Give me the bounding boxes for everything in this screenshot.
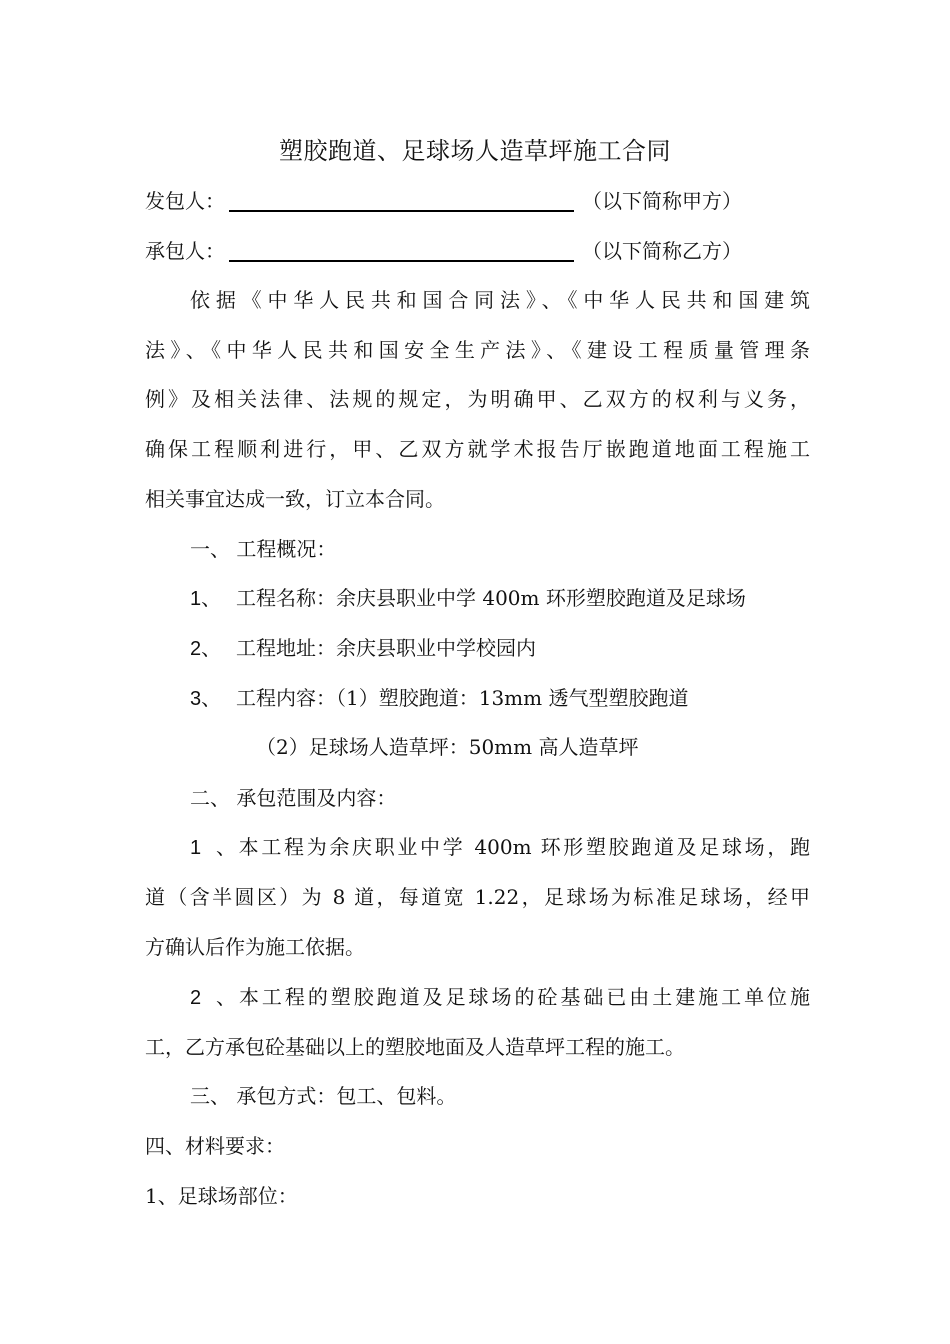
party-b-suffix: （以下简称乙方） bbox=[582, 239, 742, 263]
section-1-item-3-text: 工程内容：（1）塑胶跑道：13mm 透气型塑胶跑道 bbox=[236, 686, 689, 710]
section-4-heading: 四、材料要求： bbox=[145, 1134, 285, 1158]
section-1-item-1-text: 工程名称：余庆县职业中学 400m 环形塑胶跑道及足球场 bbox=[236, 586, 746, 610]
section-2-item-1-line-3: 方确认后作为施工依据。 bbox=[145, 935, 365, 959]
section-2-item-1-line-1 bbox=[190, 832, 810, 863]
section-1-item-3-number: 3、 bbox=[190, 688, 222, 710]
section-1-item-3-sub: （2）足球场人造草坪：50mm 高人造草坪 bbox=[256, 735, 639, 759]
party-a-label: 发包人： bbox=[145, 189, 225, 213]
section-2-item-1-number: 1、 bbox=[190, 837, 236, 859]
section-2-item-1-line-2: 道（含半圆区）为 8 道，每道宽 1.22，足球场为标准足球场，经甲 bbox=[145, 885, 810, 909]
party-b-label: 承包人： bbox=[145, 239, 225, 263]
section-2-item-2-line-1 bbox=[190, 982, 810, 1013]
section-2-heading: 二、 承包范围及内容： bbox=[190, 786, 397, 810]
party-a-line bbox=[145, 186, 810, 216]
party-a-blank-field[interactable] bbox=[229, 188, 574, 212]
party-a-suffix: （以下简称甲方） bbox=[582, 189, 742, 213]
preamble-line-3: 例》及相关法律、法规的规定，为明确甲、乙双方的权利与义务， bbox=[145, 387, 810, 411]
preamble-line-2: 法》、《中华人民共和国安全生产法》、《建设工程质量管理条 bbox=[145, 338, 810, 362]
section-2-item-2-text-1: 本工程的塑胶跑道及足球场的砼基础已由土建施工单位施 bbox=[236, 985, 810, 1009]
section-1-item-2 bbox=[190, 633, 855, 664]
section-3-heading: 三、 承包方式：包工、包料。 bbox=[190, 1084, 457, 1108]
section-2-item-2-number: 2、 bbox=[190, 987, 236, 1009]
preamble-line-1: 依据《中华人民共和国合同法》、《中华人民共和国建筑 bbox=[190, 288, 810, 312]
section-1-item-1-number: 1、 bbox=[190, 588, 222, 610]
party-b-line bbox=[145, 236, 810, 266]
section-1-item-2-text: 工程地址：余庆县职业中学校园内 bbox=[236, 636, 536, 660]
section-2-item-2-line-2: 工，乙方承包砼基础以上的塑胶地面及人造草坪工程的施工。 bbox=[145, 1035, 685, 1059]
section-1-item-1 bbox=[190, 583, 855, 614]
preamble-line-4: 确保工程顺利进行，甲、乙双方就学术报告厅嵌跑道地面工程施工 bbox=[145, 437, 810, 461]
document-title: 塑胶跑道、足球场人造草坪施工合同 bbox=[279, 137, 671, 165]
section-4-item-1: 1、足球场部位： bbox=[145, 1184, 298, 1208]
preamble-line-5: 相关事宜达成一致，订立本合同。 bbox=[145, 487, 445, 511]
section-1-item-2-number: 2、 bbox=[190, 638, 222, 660]
party-b-blank-field[interactable] bbox=[229, 238, 574, 262]
section-1-item-3 bbox=[190, 683, 855, 714]
section-2-item-1-text-1: 本工程为余庆职业中学 400m 环形塑胶跑道及足球场，跑 bbox=[236, 835, 810, 859]
section-1-heading: 一、 工程概况： bbox=[190, 537, 337, 561]
